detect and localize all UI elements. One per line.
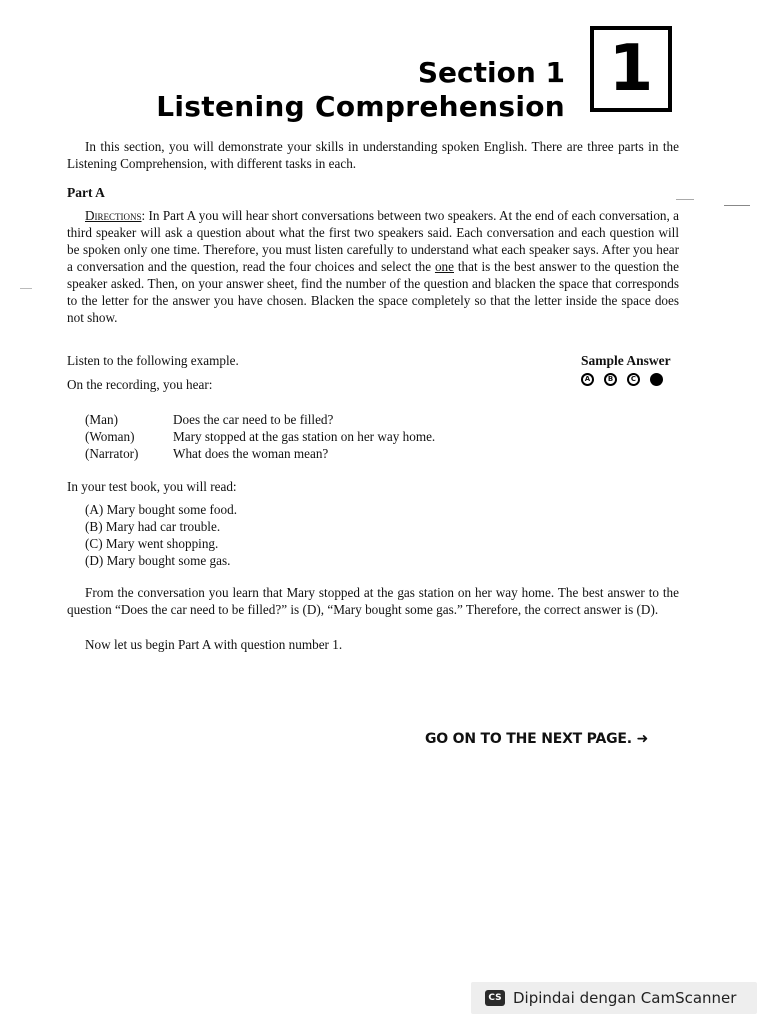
intro-paragraph: In this section, you will demonstrate your skills in understanding spoken English. There are three parts in the Listening Comprehension, with different tasks in each. — [67, 139, 679, 171]
camscanner-watermark — [471, 982, 757, 1014]
go-on-text: GO ON TO THE NEXT PAGE. — [425, 731, 632, 747]
right-arrow-icon: ➜ — [636, 731, 649, 747]
sample-answer-bubbles — [581, 373, 667, 386]
choice-c: (C) Mary went shopping. — [85, 536, 219, 551]
answer-bubble-d-filled: D — [650, 373, 663, 386]
dialog-speaker: (Man) — [85, 412, 118, 427]
directions-text-2: that is the best answer to the question the speaker asked. Then, on your answer sheet, find the number of the question and blacken the space that corresponds to the letter for the answer you have chosen. Blacken the space completely so that the letter inside the space does not show. — [67, 259, 679, 325]
directions-label: Directions — [85, 208, 142, 223]
dialog-line: Mary stopped at the gas station on her way home. — [173, 429, 436, 444]
dialog-row — [85, 411, 435, 428]
on-recording-text: On the recording, you hear: — [67, 377, 213, 392]
part-a-heading: Part A — [67, 185, 105, 200]
choice-a: (A) Mary bought some food. — [85, 502, 237, 517]
go-on-next-page — [425, 731, 648, 747]
dialog-speaker: (Narrator) — [85, 446, 139, 461]
scan-artifact — [676, 199, 694, 200]
camscanner-text: Dipindai dengan CamScanner — [513, 989, 737, 1007]
dialog-line: Does the car need to be filled? — [173, 412, 334, 427]
choice-b: (B) Mary had car trouble. — [85, 519, 221, 534]
directions-emphasis: one — [434, 259, 454, 274]
dialog-row — [85, 428, 435, 445]
directions-paragraph — [67, 207, 679, 326]
directions-text-1: : In Part A you will hear short conversations between two speakers. At the end of each conversation, a third speaker will ask a question about what the first two speakers said. Each conversation and each question will be spoken only one time. Therefore, you must listen carefully to understand what each speaker says. After you hear a conversation and the question, read the four choices and select the — [67, 208, 679, 274]
begin-part-a-text: Now let us begin Part A with question number 1. — [85, 637, 343, 652]
answer-bubble-c: C — [627, 373, 640, 386]
test-book-text: In your test book, you will read: — [67, 479, 237, 494]
example-dialog — [85, 411, 435, 462]
sample-answer-label: Sample Answer — [581, 353, 671, 368]
dialog-line: What does the woman mean? — [173, 446, 329, 461]
dialog-row — [85, 445, 435, 462]
scan-artifact — [724, 205, 750, 206]
choice-d: (D) Mary bought some gas. — [85, 553, 231, 568]
dialog-speaker: (Woman) — [85, 429, 135, 444]
listen-example-text: Listen to the following example. — [67, 353, 239, 368]
answer-bubble-b: B — [604, 373, 617, 386]
answer-choices — [85, 501, 237, 569]
answer-bubble-a: A — [581, 373, 594, 386]
scan-artifact — [20, 288, 32, 289]
camscanner-logo-icon: CS — [485, 990, 505, 1006]
section-title-line1: Section 1 — [417, 56, 565, 89]
section-title-line2: Listening Comprehension — [156, 90, 565, 123]
explanation-paragraph: From the conversation you learn that Mary stopped at the gas station on her way home. The best answer to the question “Does the car need to be filled?” is (D), “Mary bought some gas.” Therefore, the correct answer is (D). — [67, 585, 679, 617]
section-title — [120, 56, 565, 124]
section-number-box: 1 — [590, 26, 672, 112]
